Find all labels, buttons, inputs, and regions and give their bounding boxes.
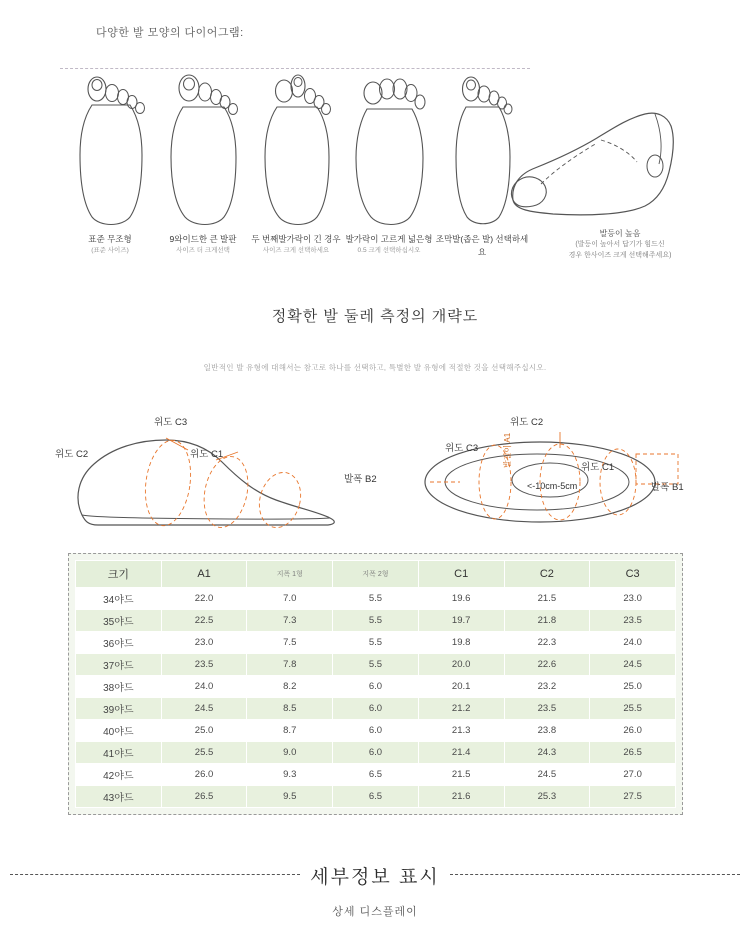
label-left-c1: 위도 C1: [190, 449, 224, 460]
cell-c2: 22.3: [504, 632, 590, 654]
cell-w1: 8.2: [247, 676, 333, 698]
cell-c1: 21.5: [418, 764, 504, 786]
cell-c2: 23.5: [504, 698, 590, 720]
cell-size: 35야드: [76, 610, 162, 632]
cell-c1: 21.3: [418, 720, 504, 742]
foot-diagram-3: [251, 55, 341, 254]
cell-w1: 7.0: [247, 588, 333, 610]
th-width-type-2: 지폭 2형: [333, 561, 419, 588]
cell-c1: 21.4: [418, 742, 504, 764]
table-row: [76, 698, 676, 720]
cell-a1: 23.0: [161, 632, 247, 654]
footer-subtitle: 상세 디스플레이: [332, 906, 418, 918]
label-range: <-10cm-5cm: [527, 481, 578, 491]
table-row: [76, 588, 676, 610]
cell-size: 39야드: [76, 698, 162, 720]
measurement-section-subtitle: 일반적인 발 유형에 대해서는 참고로 하나를 선택하고, 특별한 발 유형에 적절한 것을 선택해주십시오.: [203, 363, 547, 372]
table-row: [76, 632, 676, 654]
cell-w2: 5.5: [333, 588, 419, 610]
cell-w1: 9.3: [247, 764, 333, 786]
cell-size: 40야드: [76, 720, 162, 742]
side-foot-outline-icon: [505, 100, 705, 230]
table-row: [76, 654, 676, 676]
cell-a1: 26.5: [161, 786, 247, 808]
table-row: [76, 720, 676, 742]
cell-w1: 9.5: [247, 786, 333, 808]
size-table-body: [76, 588, 676, 808]
cell-w2: 5.5: [333, 654, 419, 676]
cell-c3: 24.5: [590, 654, 676, 676]
th-c3: C3: [590, 561, 676, 588]
foot-outline-icon: [349, 55, 429, 230]
cell-c2: 21.5: [504, 588, 590, 610]
size-table: [75, 560, 676, 808]
cell-w2: 5.5: [333, 632, 419, 654]
label-right-c2: 위도 C2: [510, 417, 544, 428]
th-width-type-1: 지폭 1형: [247, 561, 333, 588]
footer-rule-left: [10, 874, 300, 875]
cell-size: 34야드: [76, 588, 162, 610]
cell-a1: 25.5: [161, 742, 247, 764]
cell-size: 42야드: [76, 764, 162, 786]
cell-c3: 26.0: [590, 720, 676, 742]
size-table-head: [76, 561, 676, 588]
cell-size: 43야드: [76, 786, 162, 808]
footer-title: 세부정보 표시: [310, 867, 440, 888]
cell-w1: 7.8: [247, 654, 333, 676]
shoe-measurement-diagrams: [40, 417, 710, 540]
cell-c1: 19.6: [418, 588, 504, 610]
label-left-c2: 위도 C2: [55, 449, 89, 460]
cell-c1: 20.1: [418, 676, 504, 698]
cell-w2: 6.0: [333, 698, 419, 720]
cell-c2: 22.6: [504, 654, 590, 676]
cell-w2: 6.0: [333, 742, 419, 764]
cell-c3: 25.0: [590, 676, 676, 698]
cell-c1: 19.8: [418, 632, 504, 654]
label-right-c3: 위도 C3: [445, 443, 479, 454]
foot-outline-icon: [70, 55, 150, 230]
cell-size: 38야드: [76, 676, 162, 698]
footer-rule-right: [450, 874, 740, 875]
table-row: [76, 610, 676, 632]
cell-c3: 26.5: [590, 742, 676, 764]
diagram-caption: 다양한 발 모양의 다이어그램:: [96, 27, 244, 39]
label-right-c1: 위도 C1: [581, 462, 615, 473]
cell-a1: 22.5: [161, 610, 247, 632]
cell-w1: 8.5: [247, 698, 333, 720]
cell-a1: 24.5: [161, 698, 247, 720]
cell-c3: 27.0: [590, 764, 676, 786]
cell-w2: 6.5: [333, 764, 419, 786]
cell-c3: 24.0: [590, 632, 676, 654]
cell-c3: 23.0: [590, 588, 676, 610]
foot-label-2: 9와이드한 큰 발판 사이즈 더 크게선택: [169, 234, 237, 254]
cell-c1: 21.6: [418, 786, 504, 808]
cell-w1: 9.0: [247, 742, 333, 764]
cell-c2: 21.8: [504, 610, 590, 632]
label-foot-width-b1: 발폭 B1: [651, 482, 684, 493]
th-a1: A1: [161, 561, 247, 588]
table-row: [76, 742, 676, 764]
cell-a1: 26.0: [161, 764, 247, 786]
cell-size: 41야드: [76, 742, 162, 764]
cell-c2: 25.3: [504, 786, 590, 808]
foot-label-4: 발가락이 고르게 넓은형 0.5 크게 선택하십시오: [345, 234, 433, 254]
cell-w2: 6.0: [333, 676, 419, 698]
foot-outline-icon: [163, 55, 243, 230]
detail-display-footer: [0, 862, 750, 919]
foot-label-3: 두 번째발가락이 긴 경우 사이즈 크게 선택하세요: [251, 234, 341, 254]
cell-c2: 24.3: [504, 742, 590, 764]
cell-a1: 23.5: [161, 654, 247, 676]
cell-size: 36야드: [76, 632, 162, 654]
cell-c3: 23.5: [590, 610, 676, 632]
foot-label-5: 조막발(좁은 발) 선택하세요: [435, 234, 529, 257]
th-c2: C2: [504, 561, 590, 588]
cell-size: 37야드: [76, 654, 162, 676]
foot-label-1: 표준 무조형 (표준 사이즈): [88, 234, 132, 254]
cell-c1: 19.7: [418, 610, 504, 632]
cell-c2: 23.8: [504, 720, 590, 742]
cell-a1: 24.0: [161, 676, 247, 698]
foot-diagram-2: [163, 55, 243, 254]
side-profile-foot-diagram: [505, 100, 705, 230]
side-foot-caption: 발등이 높음 (발등이 높아서 답기가 힘드신 경우 한사이즈 크게 선택해주세요): [568, 229, 672, 260]
cell-w1: 7.5: [247, 632, 333, 654]
measurement-section-title: 정확한 발 둘레 측정의 개략도: [271, 308, 479, 325]
table-row: [76, 764, 676, 786]
label-foot-length-a1: 발길이 A1: [503, 432, 512, 468]
cell-w1: 7.3: [247, 610, 333, 632]
cell-w1: 8.7: [247, 720, 333, 742]
table-header-row: [76, 561, 676, 588]
cell-c2: 24.5: [504, 764, 590, 786]
foot-outline-icon: [256, 55, 336, 230]
label-foot-width-b2: 발폭 B2: [344, 474, 377, 485]
cell-c2: 23.2: [504, 676, 590, 698]
foot-shape-diagrams: [70, 55, 530, 255]
cell-a1: 25.0: [161, 720, 247, 742]
cell-w2: 6.0: [333, 720, 419, 742]
table-row: [76, 676, 676, 698]
table-row: [76, 786, 676, 808]
th-size: 크기: [76, 561, 162, 588]
cell-c3: 25.5: [590, 698, 676, 720]
cell-a1: 22.0: [161, 588, 247, 610]
foot-diagram-4: [345, 55, 433, 254]
cell-c3: 27.5: [590, 786, 676, 808]
size-table-container: [68, 553, 683, 815]
cell-w2: 5.5: [333, 610, 419, 632]
cell-c1: 21.2: [418, 698, 504, 720]
foot-diagram-1: [70, 55, 150, 254]
cell-w2: 6.5: [333, 786, 419, 808]
label-left-c3: 위도 C3: [154, 417, 188, 428]
th-c1: C1: [418, 561, 504, 588]
cell-c1: 20.0: [418, 654, 504, 676]
